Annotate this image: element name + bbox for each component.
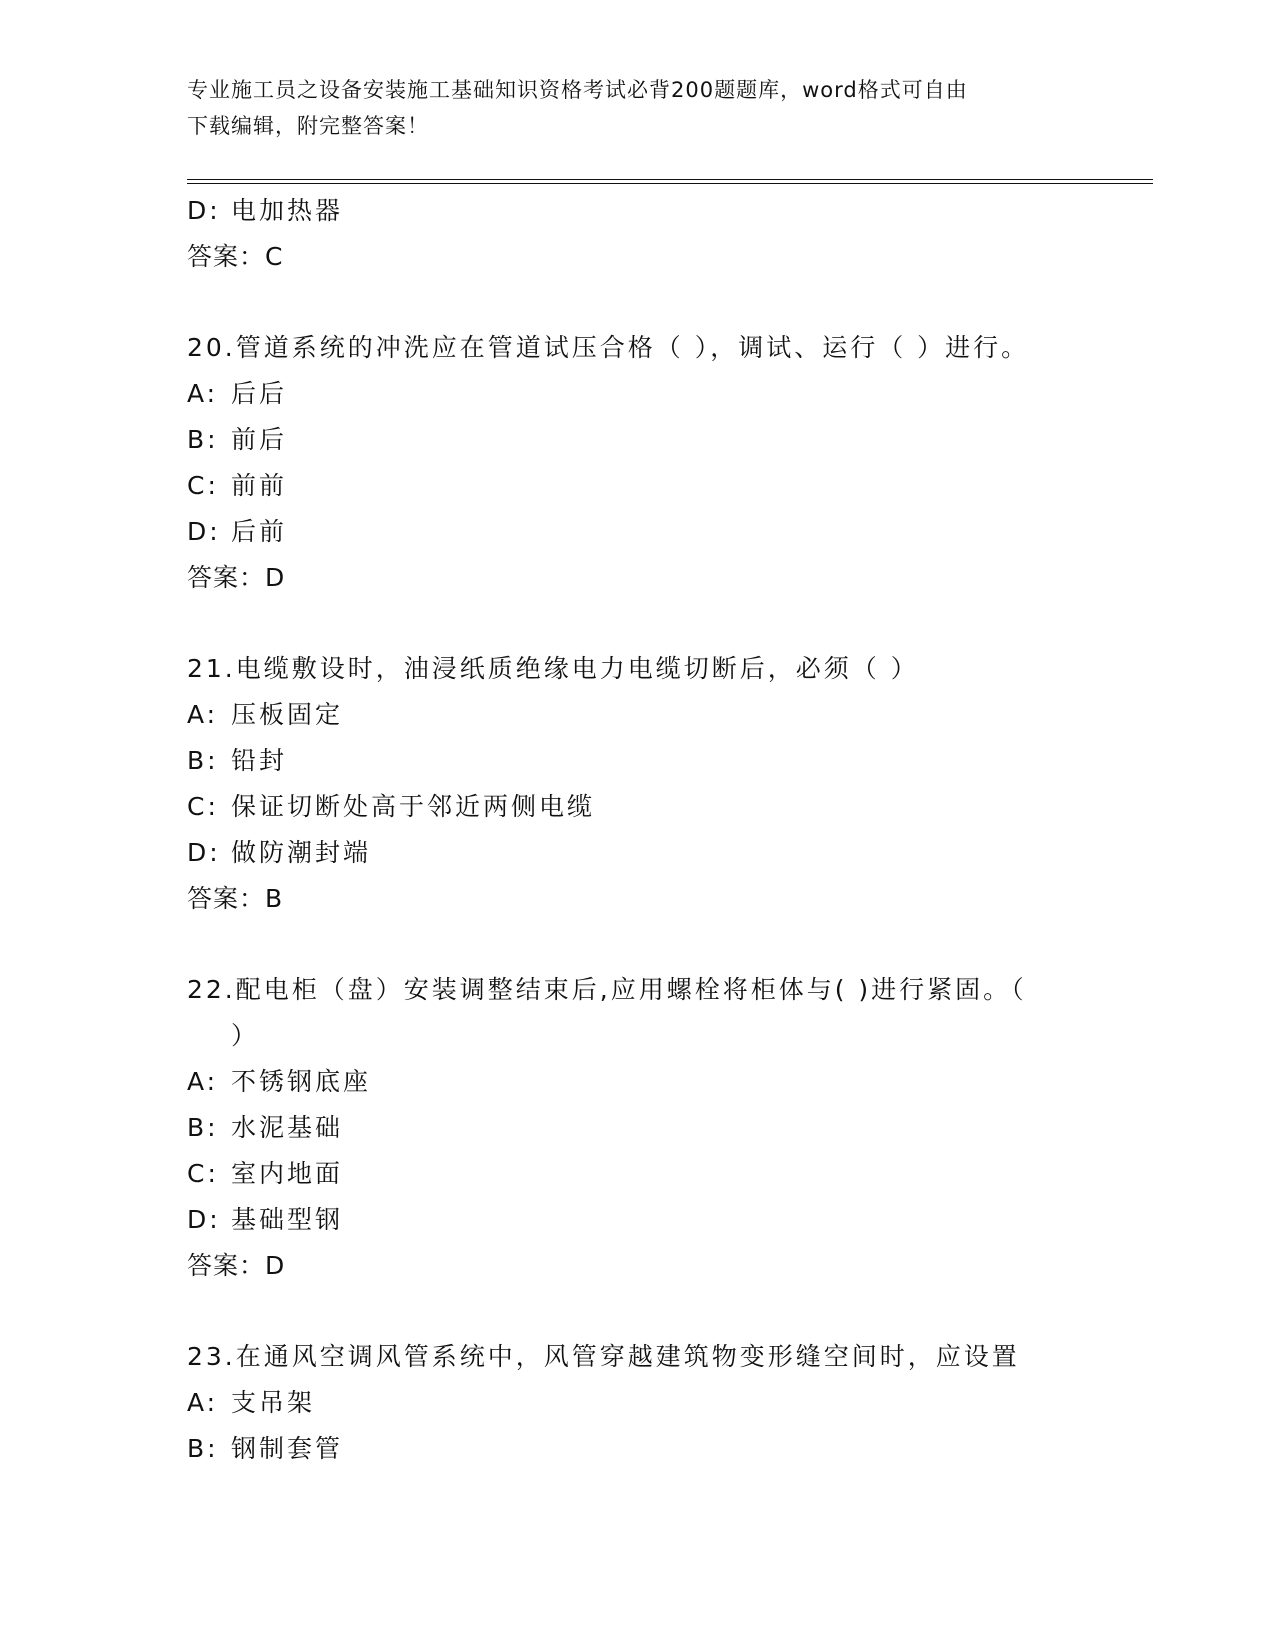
question-stem: 20.管道系统的冲洗应在管道试压合格（ ），调试、运行（ ）进行。 <box>187 333 1030 362</box>
answer-line: 答案：C <box>187 242 284 271</box>
option-b <box>187 1105 1087 1151</box>
question-stem: 22.配电柜（盘）安装调整结束后,应用螺栓将柜体与( )进行紧固。（ <box>187 975 1027 1004</box>
option-text: 后前 <box>231 517 288 546</box>
option-letter: B: <box>187 746 219 775</box>
option-b <box>187 1426 1087 1472</box>
option-text: 前后 <box>231 425 288 454</box>
option-text: 钢制套管 <box>231 1434 344 1463</box>
question-stem-continued: ） <box>231 1021 260 1050</box>
option-text: 后后 <box>231 379 288 408</box>
option-letter: B: <box>187 425 219 454</box>
spacer <box>187 1289 1087 1334</box>
answer-line: 答案：D <box>187 563 286 592</box>
option-text: 基础型钢 <box>231 1205 344 1234</box>
option-d <box>187 1197 1087 1243</box>
question-stem: 23.在通风空调风管系统中，风管穿越建筑物变形缝空间时，应设置 <box>187 1342 1020 1371</box>
option-text: 水泥基础 <box>231 1113 344 1142</box>
option-a <box>187 1059 1087 1105</box>
header-rule-bottom <box>187 183 1153 184</box>
option-letter: A: <box>187 1067 219 1096</box>
spacer <box>187 601 1087 646</box>
option-letter: D: <box>187 838 221 867</box>
option-letter: A: <box>187 379 219 408</box>
question-list <box>187 188 1087 1472</box>
option-d <box>187 830 1087 876</box>
option-d <box>187 509 1087 555</box>
option-letter: D: <box>187 517 221 546</box>
option-text: 不锈钢底座 <box>231 1067 372 1096</box>
option-text: 做防潮封端 <box>231 838 372 867</box>
option-a <box>187 692 1087 738</box>
option-c <box>187 1151 1087 1197</box>
option-text: 电加热器 <box>231 196 344 225</box>
option-letter: A: <box>187 700 219 729</box>
option-b <box>187 738 1087 784</box>
spacer <box>187 922 1087 967</box>
option-c <box>187 784 1087 830</box>
option-text: 支吊架 <box>231 1388 316 1417</box>
option-letter: D: <box>187 1205 221 1234</box>
spacer <box>187 280 1087 325</box>
header-rule-top <box>187 179 1153 180</box>
question-stem: 21.电缆敷设时，油浸纸质绝缘电力电缆切断后，必须（ ） <box>187 654 919 683</box>
option-text: 保证切断处高于邻近两侧电缆 <box>231 792 596 821</box>
option-letter: C: <box>187 792 219 821</box>
option-text: 铅封 <box>231 746 288 775</box>
option-d <box>187 188 1087 234</box>
option-a <box>187 371 1087 417</box>
option-text: 室内地面 <box>231 1159 344 1188</box>
option-letter: D: <box>187 196 221 225</box>
option-letter: C: <box>187 1159 219 1188</box>
option-b <box>187 417 1087 463</box>
header-line-1: 专业施工员之设备安装施工基础知识资格考试必背200题题库，word格式可自由 <box>187 78 968 102</box>
option-a <box>187 1380 1087 1426</box>
header-line-2: 下载编辑，附完整答案！ <box>187 114 429 138</box>
option-text: 压板固定 <box>231 700 344 729</box>
option-text: 前前 <box>231 471 288 500</box>
answer-line: 答案：B <box>187 884 284 913</box>
option-letter: A: <box>187 1388 219 1417</box>
document-header <box>187 72 1087 144</box>
answer-line: 答案：D <box>187 1251 286 1280</box>
option-letter: B: <box>187 1434 219 1463</box>
option-letter: C: <box>187 471 219 500</box>
option-letter: B: <box>187 1113 219 1142</box>
option-c <box>187 463 1087 509</box>
